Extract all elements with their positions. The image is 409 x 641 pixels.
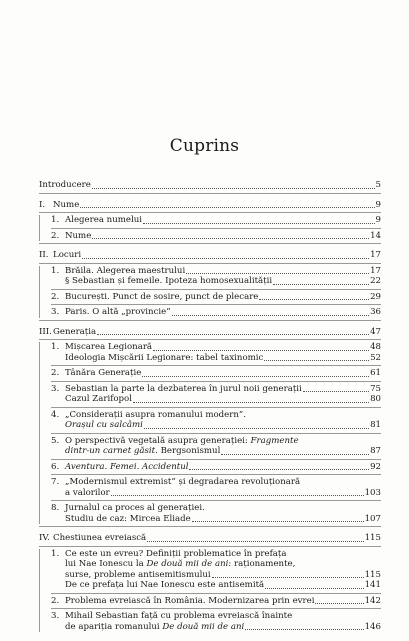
dot-leader [186, 273, 369, 274]
divider [51, 593, 381, 594]
entry-page: 81 [370, 420, 381, 430]
entry-label: de apariția romanului [65, 621, 160, 632]
entry-number: 1. [51, 215, 60, 225]
divider [39, 263, 381, 264]
dot-leader [273, 284, 369, 285]
entry-label: Ideologia Mișcării Legionare: tabel taxinomic [65, 352, 264, 363]
divider [51, 365, 381, 366]
entry-label: Cazul Zarifopol [65, 394, 132, 404]
entry-number: 3. [51, 611, 60, 621]
entry-label-italic: De două mii de ani [162, 621, 245, 632]
entry-label: Nume [65, 230, 92, 241]
dot-leader [264, 360, 369, 361]
toc-entry [51, 488, 381, 499]
entry-page: 36 [370, 307, 381, 317]
section-number: II. [39, 250, 49, 260]
entry-number: 1. [51, 265, 60, 276]
entry-label: O perspectivă vegetală asupra generației: [65, 435, 248, 446]
entry-label: a valorilor [65, 487, 110, 498]
toc-entry [51, 580, 381, 591]
toc-entry [51, 549, 381, 560]
dot-leader [245, 629, 363, 630]
entry-label: : raționamente, [228, 559, 296, 569]
toc-entry [51, 394, 381, 405]
dot-leader [97, 334, 369, 335]
entry-label-italic: De două mii de ani [146, 559, 229, 569]
entry-label: Paris. O altă „provincie” [65, 307, 171, 317]
entry-page: 103 [364, 487, 381, 498]
subsection-block [39, 215, 381, 241]
entry-page: 52 [370, 352, 381, 363]
toc-section [39, 327, 381, 338]
section-number: III. [39, 326, 52, 337]
entry-label: Ce este un evreu? Definiții problematice în prefața [65, 548, 287, 559]
entry-label: Chestiunea evreiască [53, 533, 147, 543]
toc-entry [51, 410, 381, 421]
entry-page: 146 [364, 621, 381, 632]
dot-leader [315, 603, 363, 604]
entry-label-italic: dintr-un carnet găsit [65, 446, 156, 456]
entry-number: 6. [51, 461, 60, 472]
entry-page: 22 [370, 276, 381, 286]
dot-leader [221, 454, 369, 455]
toc-section [39, 200, 381, 211]
toc-entry [51, 384, 381, 395]
entry-label: Brăila. Alegerea maestrului [65, 265, 186, 276]
divider [39, 339, 381, 340]
entry-number: 8. [51, 503, 60, 513]
entry-page: 47 [370, 326, 381, 337]
entry-page: 115 [364, 533, 381, 543]
dot-leader [259, 299, 369, 300]
entry-label-italic: Orașul cu salcâmi [65, 420, 143, 430]
vertical-rule [39, 215, 40, 241]
entry-label: Studiu de caz: Mircea Eliade [65, 513, 191, 524]
entry-label: Introducere [39, 180, 91, 190]
entry-page: 9 [375, 215, 381, 225]
entry-page: 87 [370, 446, 381, 456]
entry-number: 2. [51, 368, 60, 378]
dot-leader [142, 376, 369, 377]
toc-entry [51, 368, 381, 379]
toc-entry [51, 231, 381, 242]
toc-entry [39, 180, 381, 191]
divider [39, 546, 381, 547]
entry-page: 9 [375, 199, 381, 210]
entry-page: 17 [370, 250, 381, 260]
divider [51, 459, 381, 460]
divider [51, 304, 381, 305]
divider [51, 608, 381, 609]
dot-leader [153, 350, 369, 351]
section-number: I. [39, 199, 46, 210]
entry-page: 17 [370, 265, 381, 276]
dot-leader [303, 391, 369, 392]
dot-leader [192, 521, 364, 522]
entry-page: 80 [370, 394, 381, 404]
dot-leader [92, 188, 375, 189]
divider [51, 407, 381, 408]
divider [39, 320, 381, 321]
toc-entry [51, 503, 381, 514]
entry-label: „Modernismul extremist” și degradarea revoluționară [65, 477, 301, 487]
dot-leader [144, 428, 369, 429]
entry-number: 4. [51, 409, 60, 420]
toc-entry [51, 307, 381, 318]
entry-number: 7. [51, 477, 60, 487]
entry-label: . Bergsonismul [155, 446, 221, 456]
divider [51, 500, 381, 501]
dot-leader [143, 223, 375, 224]
toc-entry [51, 276, 381, 287]
dot-leader [111, 495, 364, 496]
divider [51, 433, 381, 434]
entry-label-italic: Aventura. Femei. Accidentul [65, 461, 189, 472]
entry-page: 14 [370, 230, 381, 241]
entry-label: Mihail Sebastian față cu problema evreiască înainte [65, 611, 293, 621]
entry-page: 48 [370, 342, 381, 352]
dot-leader [265, 588, 363, 589]
section-number: IV. [39, 533, 50, 543]
divider [39, 212, 381, 213]
divider [39, 193, 381, 194]
entry-number: 2. [51, 230, 60, 241]
entry-number: 1. [51, 548, 60, 559]
subsection-block [39, 342, 381, 524]
entry-label: § Sebastian și femeile. Ipoteza homosexualității [65, 276, 273, 286]
toc-section [39, 533, 381, 544]
entry-page: 142 [364, 595, 381, 606]
divider [39, 243, 381, 244]
entry-page: 92 [370, 461, 381, 472]
divider [51, 474, 381, 475]
entry-label: Mișcarea Legionară [65, 342, 153, 352]
toc-entry [51, 420, 381, 431]
entry-number: 3. [51, 307, 60, 317]
entry-number: 5. [51, 435, 60, 446]
toc-entry [51, 462, 381, 473]
entry-number: 1. [51, 342, 60, 352]
entry-label: Alegerea numelui [65, 215, 143, 225]
entry-label: Nume [53, 199, 80, 210]
entry-number: 2. [51, 291, 60, 302]
toc-entry [51, 292, 381, 303]
toc-entry [51, 477, 381, 488]
entry-label: Sebastian la parte la dezbaterea în jurul noii generații [65, 383, 302, 394]
entry-label: De ce prefața lui Nae Ionescu este antisemită [65, 580, 265, 590]
toc-entry [51, 596, 381, 607]
entry-label: Locuri [53, 250, 82, 260]
dot-leader [133, 402, 369, 403]
toc-entry [51, 436, 381, 447]
toc-entry [51, 611, 381, 622]
entry-label: Jurnalul ca proces al generației. [65, 503, 205, 513]
entry-label: Problema evreiască în România. Modernizarea prin evrei [65, 595, 315, 606]
dot-leader [212, 577, 364, 578]
toc-entry [51, 353, 381, 364]
subsection-block [39, 266, 381, 318]
vertical-rule [39, 342, 40, 524]
dot-leader [147, 541, 363, 542]
table-of-contents [39, 180, 381, 632]
entry-page: 115 [364, 569, 381, 580]
toc-entry [51, 570, 381, 581]
divider [39, 526, 381, 527]
toc-entry [51, 342, 381, 353]
divider [51, 381, 381, 382]
entry-label: București. Punct de sosire, punct de plecare [65, 291, 259, 302]
toc-entry [51, 622, 381, 633]
dot-leader [172, 315, 369, 316]
entry-page: 61 [370, 368, 381, 378]
toc-section [39, 250, 381, 261]
entry-page: 29 [370, 291, 381, 302]
dot-leader [189, 469, 369, 470]
toc-entry [51, 266, 381, 277]
entry-number: 3. [51, 383, 60, 394]
entry-page: 75 [370, 383, 381, 394]
toc-entry [51, 514, 381, 525]
toc-entry [51, 446, 381, 457]
vertical-rule [39, 549, 40, 633]
entry-page: 5 [375, 180, 381, 190]
entry-label: surse, probleme antisemitismului [65, 569, 211, 580]
entry-label: „Considerații asupra romanului modern”. [65, 409, 246, 420]
entry-number: 2. [51, 595, 60, 606]
entry-page: 141 [364, 580, 381, 590]
page-title: Cuprins [169, 136, 240, 156]
entry-label-italic: Fragmente [250, 435, 299, 446]
vertical-rule [39, 266, 40, 318]
divider [51, 289, 381, 290]
entry-label: Generația [53, 326, 97, 337]
dot-leader [82, 258, 369, 259]
entry-page: 107 [364, 513, 381, 524]
divider [51, 228, 381, 229]
dot-leader [80, 207, 374, 208]
toc-entry [51, 215, 381, 226]
entry-label: Tânăra Generație [65, 368, 142, 378]
dot-leader [92, 238, 369, 239]
subsection-block [39, 549, 381, 633]
toc-entry [51, 559, 381, 570]
entry-label: lui Nae Ionescu la [65, 559, 144, 569]
